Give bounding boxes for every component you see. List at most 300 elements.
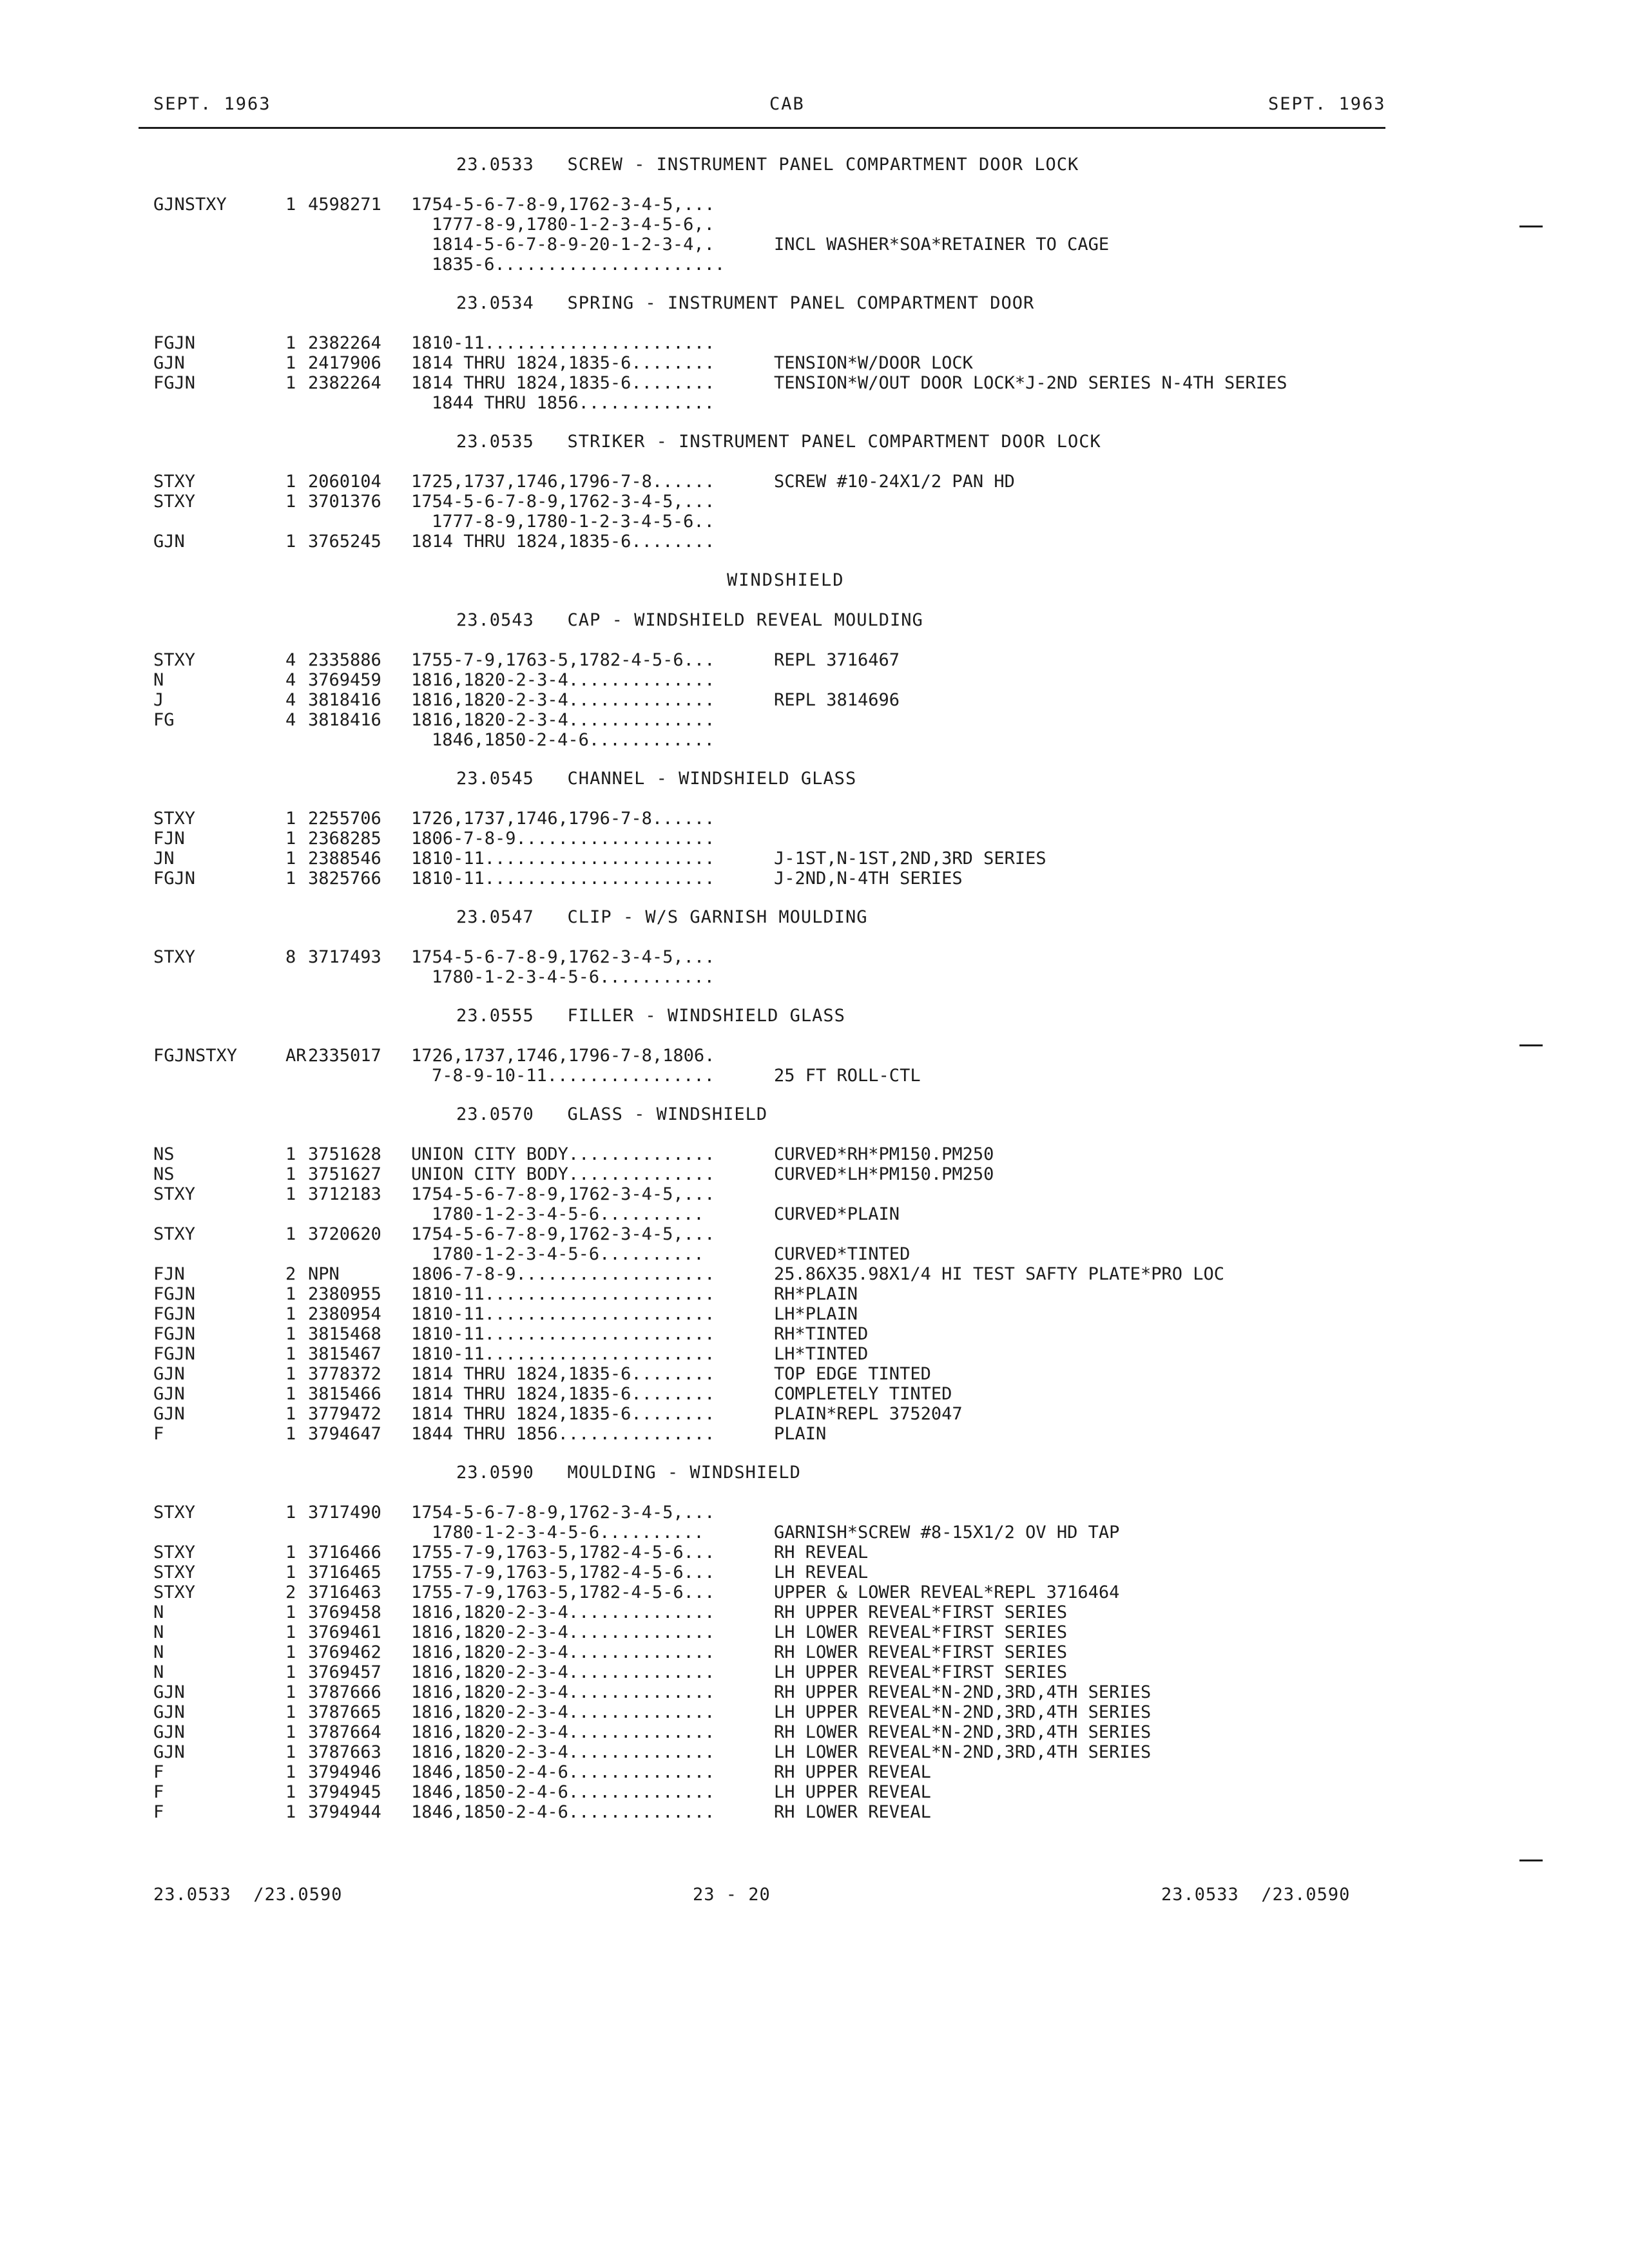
application: 1806-7-8-9................... [411, 1264, 715, 1284]
remarks: GARNISH*SCREW #8-15X1/2 OV HD TAP [774, 1523, 1120, 1542]
part-number: 2335017 [308, 1046, 381, 1066]
model-codes: NS [153, 1164, 175, 1184]
remarks: LH*TINTED [774, 1344, 869, 1364]
model-codes: GJN [153, 1702, 185, 1722]
quantity: 1 [285, 1284, 296, 1304]
quantity: 1 [285, 1622, 296, 1642]
quantity: 1 [285, 1344, 296, 1364]
section-spacer [153, 413, 1378, 432]
part-number: 3794647 [308, 1424, 381, 1444]
part-row [153, 1404, 1378, 1424]
part-row [153, 512, 1378, 532]
quantity: 1 [285, 492, 296, 512]
remarks: LH REVEAL [774, 1562, 869, 1582]
remarks: RH UPPER REVEAL [774, 1762, 931, 1782]
quantity: AR [285, 1046, 307, 1066]
model-codes: GJN [153, 1384, 185, 1404]
application: 1814-5-6-7-8-9-20-1-2-3-4,. [432, 235, 715, 255]
part-row [153, 1702, 1378, 1722]
section-title [153, 293, 1378, 333]
part-number: 3712183 [308, 1184, 381, 1204]
part-number: 3769457 [308, 1662, 381, 1682]
application: 1754-5-6-7-8-9,1762-3-4-5,... [411, 1224, 715, 1244]
part-row [153, 1503, 1378, 1523]
application: 1816,1820-2-3-4.............. [411, 710, 715, 730]
model-codes: F [153, 1802, 164, 1822]
application: 1816,1820-2-3-4.............. [411, 1722, 715, 1742]
model-codes: FGJN [153, 1304, 196, 1324]
application: 1777-8-9,1780-1-2-3-4-5-6,. [432, 215, 715, 235]
part-number: 3825766 [308, 869, 381, 889]
part-number: 3818416 [308, 710, 381, 730]
remarks: COMPLETELY TINTED [774, 1384, 952, 1404]
application: 1754-5-6-7-8-9,1762-3-4-5,... [411, 492, 715, 512]
quantity: 1 [285, 1542, 296, 1562]
section-title-text: 23.0570 GLASS - WINDSHIELD [456, 1104, 768, 1124]
application: 1810-11...................... [411, 1324, 715, 1344]
model-codes: FGJNSTXY [153, 1046, 238, 1066]
quantity: 1 [285, 1503, 296, 1523]
application: 1806-7-8-9................... [411, 829, 715, 849]
part-number: 3815468 [308, 1324, 381, 1344]
part-row [153, 1542, 1378, 1562]
remarks: RH UPPER REVEAL*N-2ND,3RD,4TH SERIES [774, 1682, 1152, 1702]
part-row [153, 1066, 1378, 1086]
part-number: 3751628 [308, 1144, 381, 1164]
part-number: 2380955 [308, 1284, 381, 1304]
part-row [153, 353, 1378, 373]
quantity: 1 [285, 373, 296, 393]
section-title-text: 23.0547 CLIP - W/S GARNISH MOULDING [456, 907, 868, 927]
part-row [153, 670, 1378, 690]
group-heading-text: WINDSHIELD [727, 570, 845, 590]
part-number: 2335886 [308, 650, 381, 670]
part-number: 3769461 [308, 1622, 381, 1642]
remarks: TOP EDGE TINTED [774, 1364, 931, 1384]
section-title-text: 23.0555 FILLER - WINDSHIELD GLASS [456, 1006, 845, 1026]
section-title [153, 1104, 1378, 1144]
quantity: 1 [285, 1662, 296, 1682]
application: 7-8-9-10-11................ [432, 1066, 715, 1086]
application: 1844 THRU 1856............. [432, 393, 715, 413]
part-number: 3787663 [308, 1742, 381, 1762]
part-number: 3787664 [308, 1722, 381, 1742]
application: 1816,1820-2-3-4.............. [411, 1702, 715, 1722]
part-number: 3769462 [308, 1642, 381, 1662]
application: 1816,1820-2-3-4.............. [411, 690, 715, 710]
quantity: 1 [285, 869, 296, 889]
remarks: 25 FT ROLL-CTL [774, 1066, 921, 1086]
remarks: RH*TINTED [774, 1324, 869, 1344]
application: 1810-11...................... [411, 1304, 715, 1324]
part-number: 3779472 [308, 1404, 381, 1424]
part-row [153, 255, 1378, 274]
quantity: 1 [285, 1742, 296, 1762]
remarks: J-2ND,N-4TH SERIES [774, 869, 963, 889]
model-codes: STXY [153, 809, 196, 829]
part-number: 2380954 [308, 1304, 381, 1324]
remarks: LH UPPER REVEAL*FIRST SERIES [774, 1662, 1068, 1682]
application: 1816,1820-2-3-4.............. [411, 1742, 715, 1762]
part-row [153, 1284, 1378, 1304]
application: 1780-1-2-3-4-5-6.......... [432, 1244, 704, 1264]
part-row [153, 1164, 1378, 1184]
remarks: UPPER & LOWER REVEAL*REPL 3716464 [774, 1582, 1120, 1602]
section-title-text: 23.0535 STRIKER - INSTRUMENT PANEL COMPARTMENT DOOR LOCK [456, 432, 1101, 452]
model-codes: N [153, 1642, 164, 1662]
quantity: 1 [285, 472, 296, 492]
model-codes: STXY [153, 472, 196, 492]
footer-page-number: 23 - 20 [693, 1885, 771, 1905]
part-row [153, 710, 1378, 730]
footer-range-left: 23.0533 /23.0590 [153, 1885, 343, 1905]
application: 1816,1820-2-3-4.............. [411, 1642, 715, 1662]
part-row [153, 215, 1378, 235]
part-row [153, 947, 1378, 967]
remarks: TENSION*W/OUT DOOR LOCK*J-2ND SERIES N-4TH SERIES [774, 373, 1287, 393]
application: 1755-7-9,1763-5,1782-4-5-6... [411, 1582, 715, 1602]
model-codes: FGJN [153, 869, 196, 889]
model-codes: GJN [153, 1364, 185, 1384]
section-title-text: 23.0545 CHANNEL - WINDSHIELD GLASS [456, 769, 857, 789]
part-row [153, 1324, 1378, 1344]
quantity: 1 [285, 1424, 296, 1444]
part-row [153, 1562, 1378, 1582]
part-row [153, 1782, 1378, 1802]
application: 1814 THRU 1824,1835-6........ [411, 1404, 715, 1424]
part-number: 3794946 [308, 1762, 381, 1782]
application: 1835-6...................... [432, 255, 726, 274]
part-row [153, 492, 1378, 512]
part-number: NPN [308, 1264, 340, 1284]
section-title [153, 907, 1378, 947]
header-rule [139, 127, 1385, 129]
model-codes: STXY [153, 1582, 196, 1602]
application: 1814 THRU 1824,1835-6........ [411, 1364, 715, 1384]
section-title [153, 610, 1378, 650]
part-row [153, 1602, 1378, 1622]
part-number: 3751627 [308, 1164, 381, 1184]
section-title [153, 1463, 1378, 1503]
part-row [153, 1264, 1378, 1284]
model-codes: N [153, 1662, 164, 1682]
remarks: SCREW #10-24X1/2 PAN HD [774, 472, 1015, 492]
part-row [153, 1582, 1378, 1602]
quantity: 1 [285, 1702, 296, 1722]
remarks: RH*PLAIN [774, 1284, 858, 1304]
remarks: J-1ST,N-1ST,2ND,3RD SERIES [774, 849, 1046, 869]
part-row [153, 829, 1378, 849]
model-codes: STXY [153, 1503, 196, 1523]
application: 1814 THRU 1824,1835-6........ [411, 532, 715, 552]
quantity: 2 [285, 1582, 296, 1602]
application: 1780-1-2-3-4-5-6.......... [432, 1523, 704, 1542]
application: 1810-11...................... [411, 869, 715, 889]
model-codes: STXY [153, 1224, 196, 1244]
part-row [153, 393, 1378, 413]
model-codes: FG [153, 710, 175, 730]
model-codes: FGJN [153, 1284, 196, 1304]
remarks: RH LOWER REVEAL*N-2ND,3RD,4TH SERIES [774, 1722, 1152, 1742]
model-codes: GJN [153, 532, 185, 552]
model-codes: N [153, 1602, 164, 1622]
quantity: 1 [285, 1164, 296, 1184]
quantity: 1 [285, 1782, 296, 1802]
part-row [153, 730, 1378, 750]
part-number: 3716465 [308, 1562, 381, 1582]
remarks: 25.86X35.98X1/4 HI TEST SAFTY PLATE*PRO LOC [774, 1264, 1224, 1284]
model-codes: FJN [153, 829, 185, 849]
model-codes: FGJN [153, 1324, 196, 1344]
model-codes: JN [153, 849, 175, 869]
application: 1754-5-6-7-8-9,1762-3-4-5,... [411, 1503, 715, 1523]
part-number: 3794945 [308, 1782, 381, 1802]
application: 1816,1820-2-3-4.............. [411, 1682, 715, 1702]
part-row [153, 1364, 1378, 1384]
part-row [153, 1642, 1378, 1662]
section-group-windshield [153, 610, 1378, 1841]
section-title [153, 432, 1378, 472]
part-number: 3769459 [308, 670, 381, 690]
section-spacer [153, 1086, 1378, 1104]
quantity: 1 [285, 1224, 296, 1244]
part-row [153, 1344, 1378, 1364]
remarks: LH LOWER REVEAL*N-2ND,3RD,4TH SERIES [774, 1742, 1152, 1762]
section-group-instrument-panel [153, 155, 1378, 570]
part-number: 3787665 [308, 1702, 381, 1722]
part-row [153, 650, 1378, 670]
part-row [153, 1224, 1378, 1244]
application: 1814 THRU 1824,1835-6........ [411, 373, 715, 393]
model-codes: GJN [153, 353, 185, 373]
application: 1816,1820-2-3-4.............. [411, 1602, 715, 1622]
header-date-right: SEPT. 1963 [1268, 94, 1386, 114]
application: 1846,1850-2-4-6............ [432, 730, 715, 750]
quantity: 4 [285, 650, 296, 670]
footer-range-right: 23.0533 /23.0590 [1161, 1885, 1351, 1905]
quantity: 1 [285, 1184, 296, 1204]
section-spacer [153, 274, 1378, 293]
remarks: LH UPPER REVEAL [774, 1782, 931, 1802]
quantity: 1 [285, 809, 296, 829]
group-heading [153, 570, 1378, 610]
remarks: LH LOWER REVEAL*FIRST SERIES [774, 1622, 1068, 1642]
model-codes: FGJN [153, 373, 196, 393]
remarks: INCL WASHER*SOA*RETAINER TO CAGE [774, 235, 1110, 255]
application: 1755-7-9,1763-5,1782-4-5-6... [411, 1562, 715, 1582]
remarks: LH*PLAIN [774, 1304, 858, 1324]
part-number: 3716466 [308, 1542, 381, 1562]
model-codes: FGJN [153, 333, 196, 353]
application: 1844 THRU 1856............... [411, 1424, 715, 1444]
quantity: 1 [285, 1144, 296, 1164]
part-number: 3769458 [308, 1602, 381, 1622]
model-codes: STXY [153, 492, 196, 512]
part-number: 2382264 [308, 373, 381, 393]
quantity: 1 [285, 829, 296, 849]
model-codes: F [153, 1762, 164, 1782]
remarks: RH REVEAL [774, 1542, 869, 1562]
part-number: 3717490 [308, 1503, 381, 1523]
quantity: 1 [285, 1602, 296, 1622]
model-codes: STXY [153, 650, 196, 670]
part-number: 3716463 [308, 1582, 381, 1602]
part-row [153, 1046, 1378, 1066]
application: 1810-11...................... [411, 1344, 715, 1364]
quantity: 1 [285, 353, 296, 373]
part-row [153, 1244, 1378, 1264]
section-spacer [153, 987, 1378, 1006]
part-row [153, 1742, 1378, 1762]
remarks: RH UPPER REVEAL*FIRST SERIES [774, 1602, 1068, 1622]
model-codes: STXY [153, 947, 196, 967]
quantity: 4 [285, 670, 296, 690]
part-row [153, 1682, 1378, 1702]
application: 1816,1820-2-3-4.............. [411, 1622, 715, 1642]
remarks: LH UPPER REVEAL*N-2ND,3RD,4TH SERIES [774, 1702, 1152, 1722]
part-row [153, 1424, 1378, 1444]
section-spacer [153, 1822, 1378, 1841]
application: 1754-5-6-7-8-9,1762-3-4-5,... [411, 1184, 715, 1204]
model-codes: F [153, 1782, 164, 1802]
model-codes: GJN [153, 1722, 185, 1742]
model-codes: FGJN [153, 1344, 196, 1364]
section-title-text: 23.0534 SPRING - INSTRUMENT PANEL COMPARTMENT DOOR [456, 293, 1035, 313]
application: 1726,1737,1746,1796-7-8,1806. [411, 1046, 715, 1066]
section-spacer [153, 1444, 1378, 1463]
section-title [153, 155, 1378, 195]
model-codes: GJN [153, 1682, 185, 1702]
part-number: 3765245 [308, 532, 381, 552]
part-number: 4598271 [308, 195, 381, 215]
remarks: RH LOWER REVEAL*FIRST SERIES [774, 1642, 1068, 1662]
part-row [153, 1622, 1378, 1642]
section-title-text: 23.0533 SCREW - INSTRUMENT PANEL COMPARTMENT DOOR LOCK [456, 155, 1079, 175]
section-title [153, 1006, 1378, 1046]
parts-list [153, 155, 1378, 1841]
part-number: 3818416 [308, 690, 381, 710]
quantity: 8 [285, 947, 296, 967]
remarks: RH LOWER REVEAL [774, 1802, 931, 1822]
part-number: 3717493 [308, 947, 381, 967]
application: 1754-5-6-7-8-9,1762-3-4-5,... [411, 947, 715, 967]
part-number: 3720620 [308, 1224, 381, 1244]
quantity: 4 [285, 710, 296, 730]
model-codes: STXY [153, 1184, 196, 1204]
part-number: 3701376 [308, 492, 381, 512]
application: 1814 THRU 1824,1835-6........ [411, 353, 715, 373]
part-row [153, 1184, 1378, 1204]
application: 1755-7-9,1763-5,1782-4-5-6... [411, 1542, 715, 1562]
header-section: CAB [769, 94, 805, 114]
part-row [153, 1662, 1378, 1682]
model-codes: STXY [153, 1562, 196, 1582]
quantity: 1 [285, 1304, 296, 1324]
application: 1846,1850-2-4-6.............. [411, 1762, 715, 1782]
part-row [153, 967, 1378, 987]
part-row [153, 235, 1378, 255]
section-title-text: 23.0590 MOULDING - WINDSHIELD [456, 1463, 801, 1483]
part-number: 3794944 [308, 1802, 381, 1822]
quantity: 1 [285, 1722, 296, 1742]
remarks: PLAIN [774, 1424, 827, 1444]
quantity: 1 [285, 1562, 296, 1582]
remarks: CURVED*LH*PM150.PM250 [774, 1164, 994, 1184]
application: 1726,1737,1746,1796-7-8...... [411, 809, 715, 829]
quantity: 1 [285, 1404, 296, 1424]
part-number: 2417906 [308, 353, 381, 373]
application: UNION CITY BODY.............. [411, 1144, 715, 1164]
part-row [153, 1204, 1378, 1224]
quantity: 1 [285, 195, 296, 215]
application: 1780-1-2-3-4-5-6.......... [432, 1204, 704, 1224]
remarks: PLAIN*REPL 3752047 [774, 1404, 963, 1424]
model-codes: N [153, 670, 164, 690]
part-row [153, 1523, 1378, 1542]
application: 1754-5-6-7-8-9,1762-3-4-5,... [411, 195, 715, 215]
remarks: CURVED*TINTED [774, 1244, 911, 1264]
model-codes: F [153, 1424, 164, 1444]
model-codes: J [153, 690, 164, 710]
part-row [153, 1802, 1378, 1822]
model-codes: GJNSTXY [153, 195, 227, 215]
remarks: CURVED*PLAIN [774, 1204, 900, 1224]
section-spacer [153, 889, 1378, 907]
application: 1777-8-9,1780-1-2-3-4-5-6.. [432, 512, 715, 532]
part-row [153, 1304, 1378, 1324]
part-number: 2382264 [308, 333, 381, 353]
part-row [153, 472, 1378, 492]
part-row [153, 532, 1378, 552]
part-number: 2255706 [308, 809, 381, 829]
application: 1725,1737,1746,1796-7-8...... [411, 472, 715, 492]
application: 1814 THRU 1824,1835-6........ [411, 1384, 715, 1404]
quantity: 1 [285, 333, 296, 353]
part-row [153, 849, 1378, 869]
margin-mark [1519, 226, 1543, 227]
application: UNION CITY BODY.............. [411, 1164, 715, 1184]
model-codes: NS [153, 1144, 175, 1164]
quantity: 1 [285, 532, 296, 552]
application: 1810-11...................... [411, 333, 715, 353]
model-codes: STXY [153, 1542, 196, 1562]
application: 1810-11...................... [411, 1284, 715, 1304]
margin-mark [1519, 1044, 1543, 1046]
part-row [153, 1384, 1378, 1404]
model-codes: GJN [153, 1742, 185, 1762]
part-number: 3778372 [308, 1364, 381, 1384]
model-codes: GJN [153, 1404, 185, 1424]
remarks: REPL 3814696 [774, 690, 900, 710]
section-spacer [153, 750, 1378, 769]
part-number: 3787666 [308, 1682, 381, 1702]
section-title [153, 769, 1378, 809]
application: 1780-1-2-3-4-5-6........... [432, 967, 715, 987]
part-number: 3815467 [308, 1344, 381, 1364]
section-title-text: 23.0543 CAP - WINDSHIELD REVEAL MOULDING [456, 610, 923, 630]
part-number: 2060104 [308, 472, 381, 492]
application: 1816,1820-2-3-4.............. [411, 1662, 715, 1682]
quantity: 1 [285, 1324, 296, 1344]
quantity: 1 [285, 1384, 296, 1404]
part-row [153, 809, 1378, 829]
part-row [153, 333, 1378, 353]
margin-mark [1519, 1860, 1543, 1861]
model-codes: N [153, 1622, 164, 1642]
quantity: 1 [285, 1762, 296, 1782]
part-number: 2368285 [308, 829, 381, 849]
application: 1755-7-9,1763-5,1782-4-5-6... [411, 650, 715, 670]
